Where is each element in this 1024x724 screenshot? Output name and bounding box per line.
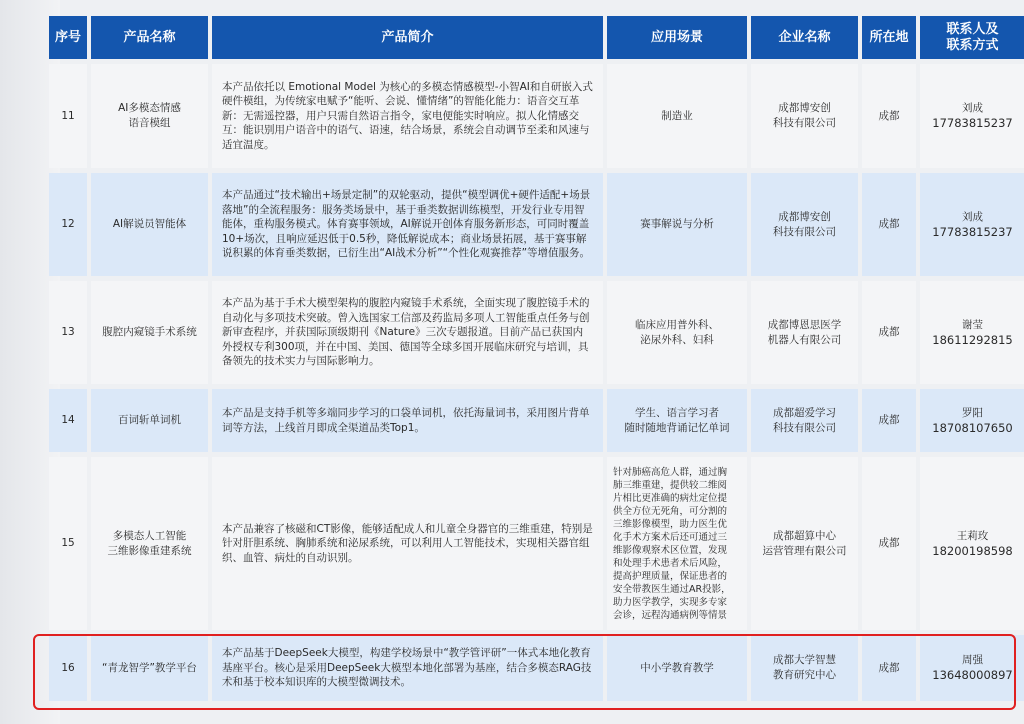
contact-name: 刘成 <box>962 102 983 114</box>
row-no: 11 <box>49 64 87 168</box>
row-contact <box>920 281 1024 384</box>
row-product-name: AI多模态情感 语音模组 <box>91 64 208 168</box>
header-location: 所在地 <box>862 16 916 59</box>
row-intro: 本产品通过“技术输出+场景定制”的双轮驱动，提供“模型调优+硬件适配+场景落地”的全流程服务：服务类场景中，基于垂类数据训练模型，开发行业专用智能体，重构服务模式。体育赛事领域，AI解说开创体育服务新形态，可同时覆盖10+场次，且响应延迟低于0.5秒，降低解说成本；商业场景拓展，基于赛事解说积累的体育垂类数据，已衍生出“AI战术分析”“个性化观赛推荐”等增值服务。 <box>212 173 603 276</box>
row-no: 15 <box>49 457 87 630</box>
row-scene: 中小学教育教学 <box>607 635 747 701</box>
row-intro: 本产品是支持手机等多端同步学习的口袋单词机，依托海量词书，采用图片背单词等方法，上线首月即成全渠道品类Top1。 <box>212 389 603 452</box>
row-contact <box>920 173 1024 276</box>
row-location: 成都 <box>862 281 916 384</box>
row-company: 成都博安创 科技有限公司 <box>751 173 858 276</box>
row-no: 14 <box>49 389 87 452</box>
row-no: 12 <box>49 173 87 276</box>
row-contact <box>920 64 1024 168</box>
contact-phone: 17783815237 <box>932 224 1013 239</box>
header-company: 企业名称 <box>751 16 858 59</box>
row-intro: 本产品为基于手术大模型架构的腹腔内窥镜手术系统，全面实现了腹腔镜手术的自动化与多项技术突破。曾入选国家工信部及药监局多项人工智能重点任务与创新审查程序，并获国际顶级期刊《Nature》三次专题报道。目前产品已获国内外授权专利300项，并在中国、美国、德国等全球多国开展临床研究与培训，具备领先的技术实力与国际影响力。 <box>212 281 603 384</box>
row-contact <box>920 635 1024 701</box>
row-scene: 制造业 <box>607 64 747 168</box>
contact-phone: 18611292815 <box>932 332 1013 347</box>
row-scene: 临床应用普外科、 泌尿外科、妇科 <box>607 281 747 384</box>
contact-phone: 17783815237 <box>932 116 1013 130</box>
table-row <box>49 635 1024 701</box>
contact-name: 刘成 <box>962 210 983 223</box>
row-location: 成都 <box>862 64 916 168</box>
table-row <box>49 281 1024 384</box>
row-product-name: 多模态人工智能 三维影像重建系统 <box>91 457 208 630</box>
row-scene: 学生、语言学习者 随时随地背诵记忆单词 <box>607 389 747 452</box>
table-row <box>49 457 1024 630</box>
contact-name: 谢莹 <box>962 318 983 331</box>
header-product-name: 产品名称 <box>91 16 208 59</box>
contact-name: 周强 <box>962 654 983 666</box>
table-row <box>49 389 1024 452</box>
header-contact-line1: 联系人及 <box>946 21 999 37</box>
table-row <box>49 173 1024 276</box>
table-header-row <box>49 16 1024 59</box>
header-contact-line2: 联系方式 <box>946 37 999 53</box>
row-scene: 赛事解说与分析 <box>607 173 747 276</box>
row-location: 成都 <box>862 457 916 630</box>
row-company: 成都大学智慧 教育研究中心 <box>751 635 858 701</box>
row-location: 成都 <box>862 389 916 452</box>
header-contact <box>920 16 1024 59</box>
row-intro: 本产品兼容了核磁和CT影像，能够适配成人和儿童全身器官的三维重建，特别是针对肝胆系统、胸肺系统和泌尿系统，可以利用人工智能技术，实现相关器官组织、血管、病灶的自动识别。 <box>212 457 603 630</box>
row-scene: 针对肺癌高危人群，通过胸 肺三维重建，提供较二维阅 片相比更准确的病灶定位提 供全方位无死角，可分割的 三维影像模型，助力医生优 化手术方案术后还可通过三 维影像观察术区位置，发现 和处理手术患者术后风险， 提高护理质量，保证患者的 安全带教医生通过AR投影， 助力医学教学，实现多专家 会诊，远程沟通病例等情景 <box>607 457 747 630</box>
row-location: 成都 <box>862 635 916 701</box>
product-table <box>45 11 1024 706</box>
row-no: 16 <box>49 635 87 701</box>
contact-name: 罗阳 <box>962 406 983 419</box>
row-product-name: 百词斩单词机 <box>91 389 208 452</box>
row-contact <box>920 389 1024 452</box>
row-company: 成都超爱学习 科技有限公司 <box>751 389 858 452</box>
row-intro: 本产品基于DeepSeek大模型，构建学校场景中“教学管评研”一体式本地化教育基座平台。核心是采用DeepSeek大模型本地化部署为基座，结合多模态RAG技术和基于校本知识库的大模型微调技术。 <box>212 635 603 701</box>
contact-phone: 18200198598 <box>932 543 1013 558</box>
contact-name: 王莉玫 <box>956 529 989 542</box>
row-product-name: AI解说员智能体 <box>91 173 208 276</box>
row-company: 成都博恩思医学 机器人有限公司 <box>751 281 858 384</box>
contact-phone: 13648000897 <box>932 668 1013 682</box>
row-company: 成都博安创 科技有限公司 <box>751 64 858 168</box>
row-company: 成都超算中心 运营管理有限公司 <box>751 457 858 630</box>
row-product-name: 腹腔内窥镜手术系统 <box>91 281 208 384</box>
row-product-name: “青龙智学”教学平台 <box>91 635 208 701</box>
row-intro: 本产品依托以 Emotional Model 为核心的多模态情感模型-小智AI和自研嵌入式硬件模组，为传统家电赋予“能听、会说、懂情绪”的智能化能力：语音交互革新：无需遥控器，用户只需自然语言指令，家电便能实时响应。拟人化情感交互：能识别用户语音中的语气、语速，结合场景，系统会自动调节至柔和风速与适宜温度。 <box>212 64 603 168</box>
row-location: 成都 <box>862 173 916 276</box>
header-no: 序号 <box>49 16 87 59</box>
row-contact <box>920 457 1024 630</box>
header-scene: 应用场景 <box>607 16 747 59</box>
table-row <box>49 64 1024 168</box>
header-product-intro: 产品简介 <box>212 16 603 59</box>
contact-phone: 18708107650 <box>932 420 1013 435</box>
row-no: 13 <box>49 281 87 384</box>
